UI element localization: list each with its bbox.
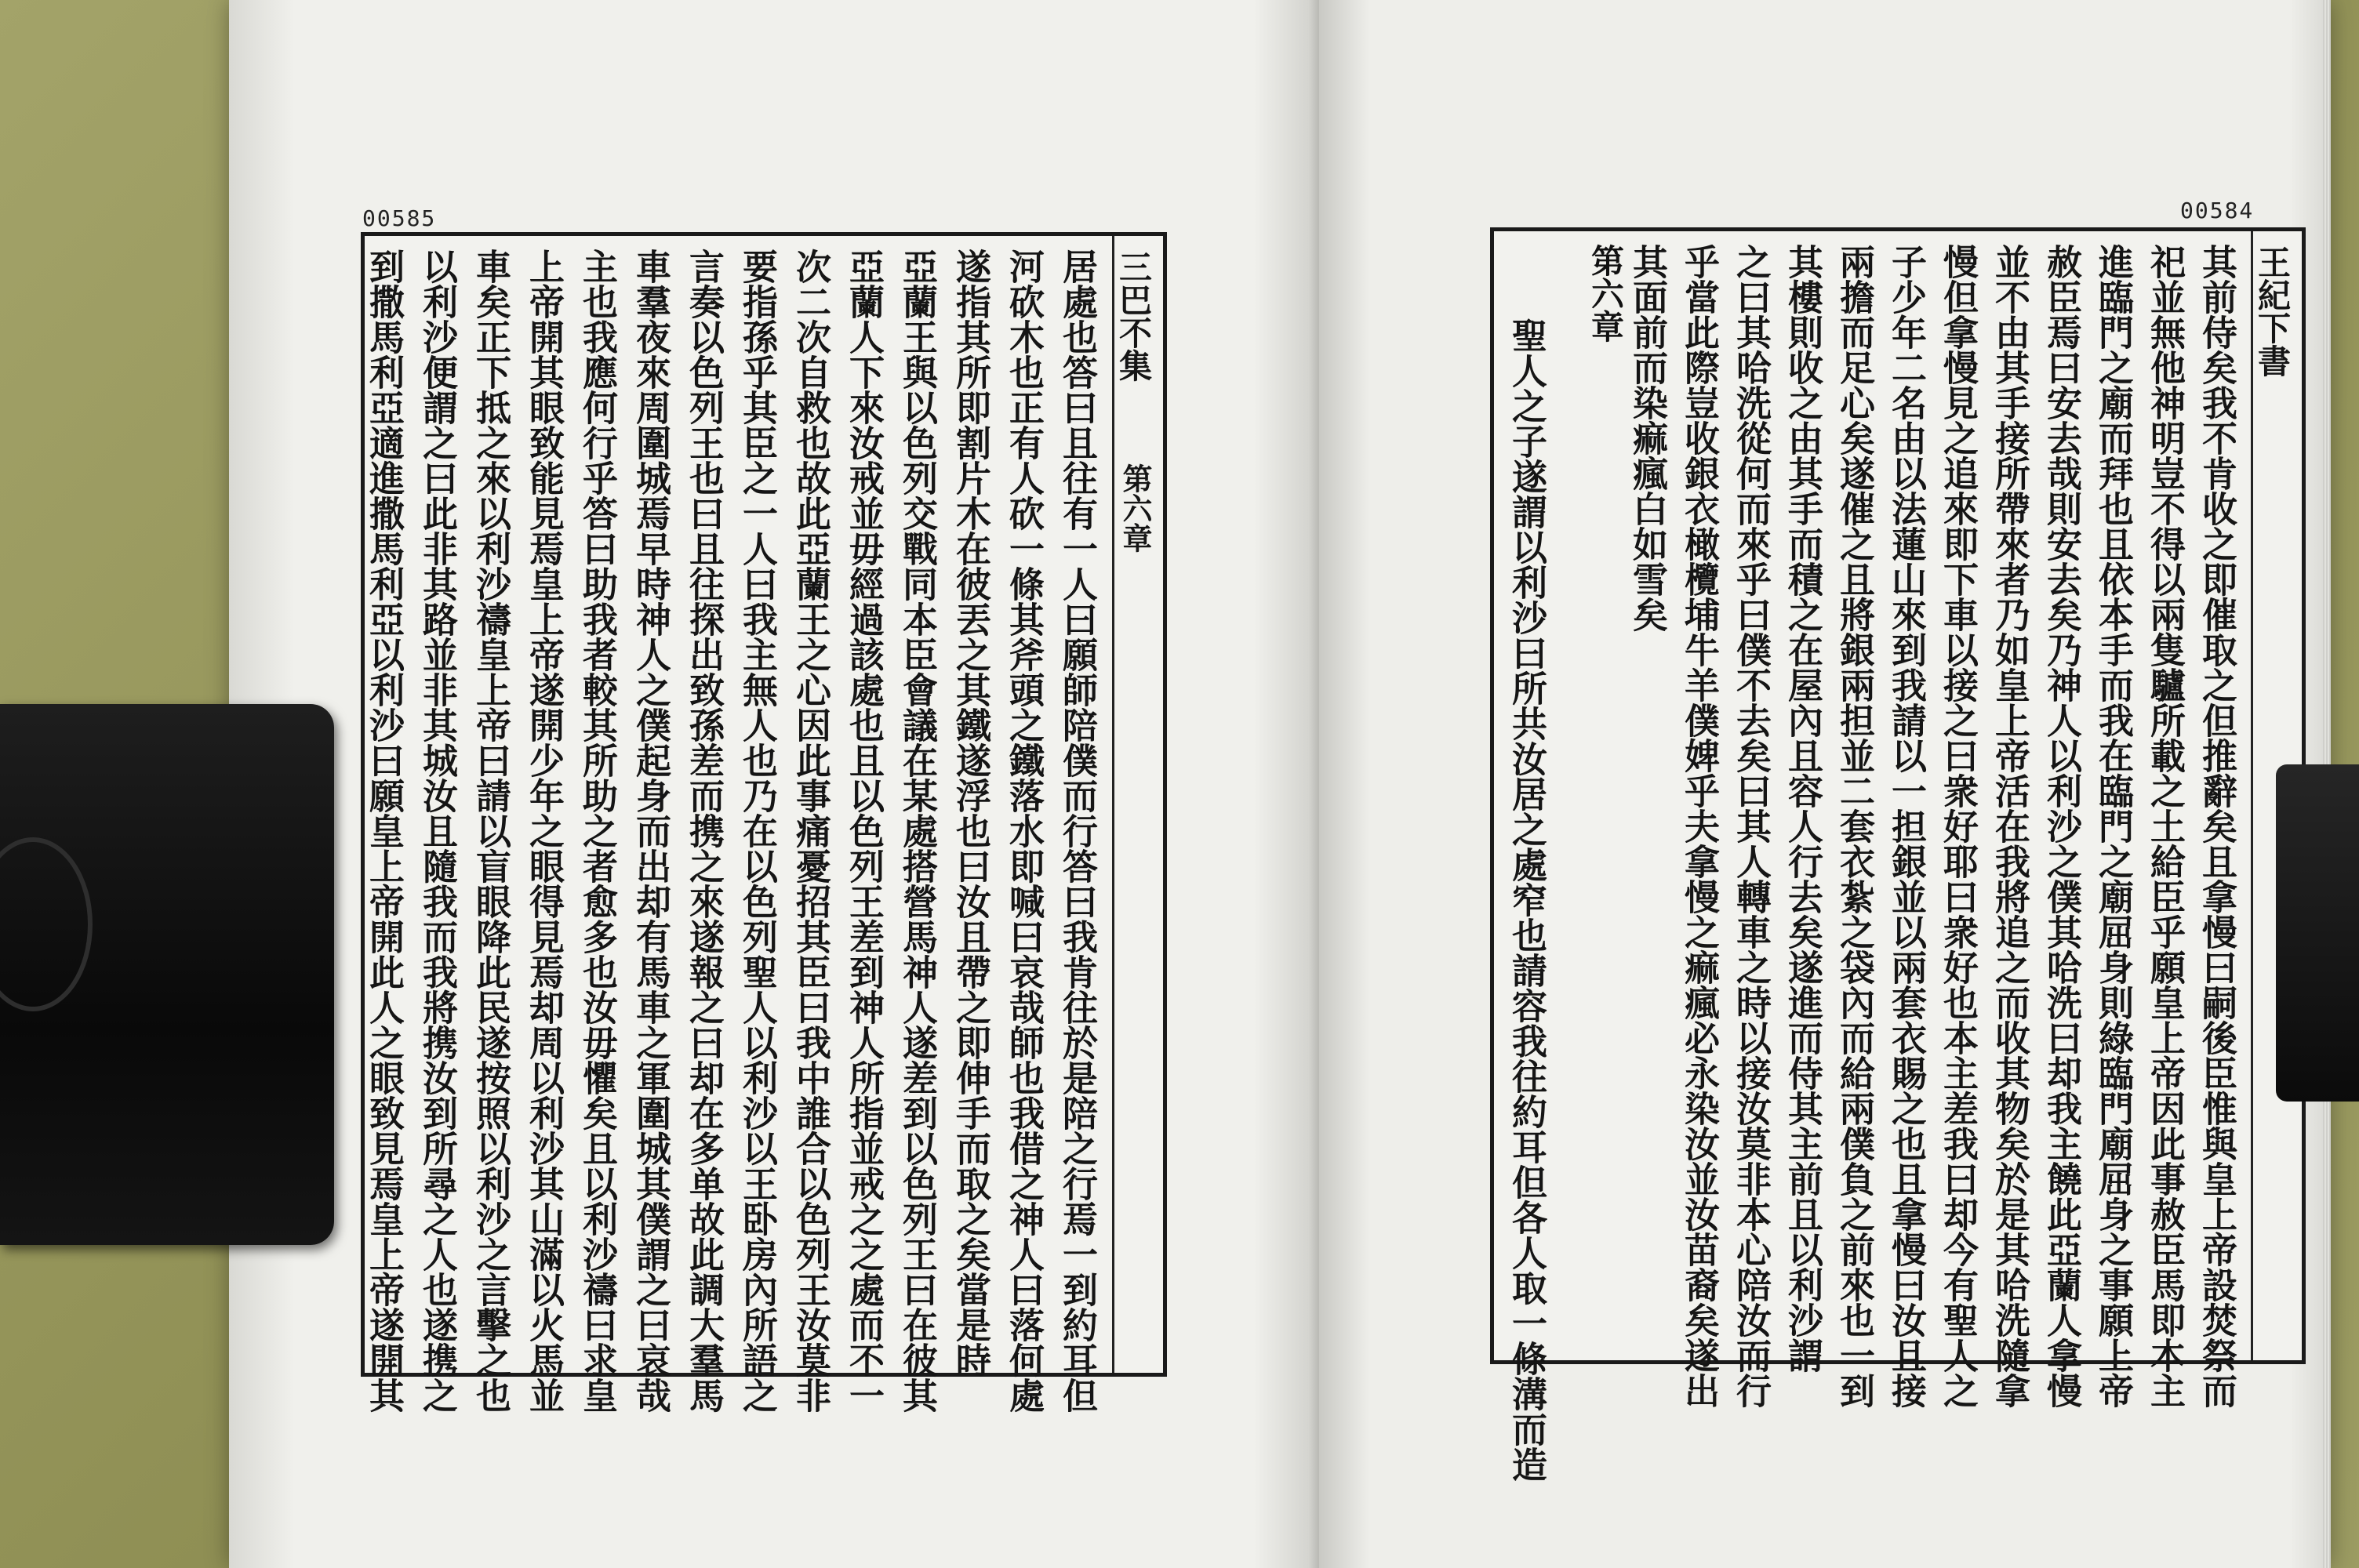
text-column: 亞蘭人下來汝戒並毋經過該處也且以色列王差到神人所指並戒之之處而不一 — [843, 249, 885, 1413]
text-frame — [361, 232, 1167, 1413]
text-column: 之曰其哈洗從何而來乎曰僕不去矣曰其人轉車之時以接汝莫非本心陪汝而行 — [1730, 244, 1772, 1408]
text-column: 主也我應何行乎答曰助我者較其所助之者愈多也汝毋懼矣且以利沙禱曰求皇 — [576, 249, 618, 1413]
body-text — [1621, 244, 2242, 1408]
text-column: 言奏以色列王也曰且往探出致孫差而携之來遂報之曰却在多单故此調大羣馬 — [683, 249, 725, 1413]
text-column: 聖人之子遂謂以利沙曰所共汝居之處窄也請容我往約耳但各人取一條溝而造 — [1506, 318, 1547, 1482]
black-clip — [2276, 764, 2359, 1102]
wallet-logo-icon — [0, 837, 93, 1011]
chapter-heading: 第六章 — [1587, 244, 1625, 343]
text-column: 其樓則收之由其手而積之在屋內且容人行去矣遂進而侍其主前且以利沙謂 — [1782, 244, 1823, 1373]
text-column: 祀並無他神明豈不得以兩隻驢所載之土給臣乎願皇上帝因此事赦臣馬即本主 — [2144, 244, 2186, 1408]
chapter-mark: 第六章 — [1118, 463, 1153, 553]
text-column: 居處也答曰且往有一人曰願師陪僕而行答曰我肯往於是陪之行焉一到約耳但 — [1056, 249, 1098, 1413]
left-page — [229, 0, 1319, 1568]
text-column: 亞蘭王與以色列交戰同本臣會議在某處搭營馬神人遂差到以色列王曰在彼其 — [896, 249, 938, 1413]
text-column: 次二次自救也故此亞蘭王之心因此事痛憂招其臣曰我中誰合以色列王汝莫非 — [790, 249, 831, 1413]
text-column: 要指孫乎其臣之一人曰我主無人也乃在以色列聖人以利沙以王卧房內所語之 — [736, 249, 778, 1413]
open-book — [229, 0, 2331, 1568]
text-column: 慢但拿慢見之追來即下車以接之曰衆好耶曰衆好也本主差我曰却今有聖人之 — [1937, 244, 1979, 1408]
running-header: 三巴不集 — [1114, 250, 1153, 382]
header-rule — [1112, 236, 1114, 1373]
body-text — [357, 249, 1103, 1413]
text-column: 遂指其所即割片木在彼丟之其鐵遂浮也曰汝且帶之即伸手而取之矣當是時 — [950, 249, 991, 1377]
text-frame — [1490, 227, 2306, 1482]
text-column: 車羣夜來周圍城焉早時神人之僕起身而出却有馬車之軍圍城其僕謂之曰哀哉 — [630, 249, 671, 1413]
text-column: 其面前而染痲瘋白如雪矣 — [1627, 244, 1668, 632]
text-column: 以利沙便謂之曰此非其路並非其城汝且隨我而我將携汝到所尋之人也遂携之 — [416, 249, 458, 1413]
text-column: 其前侍矣我不肯收之即催取之但推辭矣且拿慢曰嗣後臣惟與皇上帝設焚祭而 — [2196, 244, 2237, 1408]
text-column: 河砍木也正有人砍一條其斧頭之鐵落水即喊曰哀哉師也我借之神人曰落何處 — [1003, 249, 1045, 1413]
text-column: 並不由其手接所帶來者乃如皇上帝活在我將追之而收其物矣於是其哈洗隨拿 — [1989, 244, 2030, 1408]
text-column: 到撒馬利亞適進撒馬利亞以利沙曰願皇上帝開此人之眼致見焉皇上帝遂開其 — [363, 249, 405, 1413]
chapter-text — [1500, 318, 1552, 1482]
text-column: 子少年二名由以法蓮山來到我請以一担銀並以兩套衣賜之也且拿慢曰汝且接 — [1885, 244, 1927, 1408]
text-column: 車矣正下抵之來以利沙禱皇上帝曰請以盲眼降此民遂按照以利沙之言擊之也 — [470, 249, 511, 1413]
page-number: 00585 — [362, 205, 437, 231]
text-column: 兩擔而足心矣遂催之且將銀兩担並二套衣紮之袋內而給兩僕負之前來也一到 — [1834, 244, 1875, 1408]
text-column: 進臨門之廟而拜也且依本手而我在臨門之廟屈身則綠臨門廟屈身之事願上帝 — [2092, 244, 2134, 1408]
page-number: 00584 — [2180, 198, 2255, 223]
running-header: 王紀下書 — [2253, 245, 2292, 377]
text-column: 乎當此際豈收銀衣橄欖埔牛羊僕婢乎夫拿慢之痲瘋必永染汝並汝苗裔矣遂出 — [1678, 244, 1720, 1408]
header-rule — [2251, 231, 2253, 1360]
text-column: 赦臣焉曰安去哉則安去矣乃神人以利沙之僕其哈洗曰却我主饒此亞蘭人拿慢 — [2041, 244, 2082, 1408]
text-column: 上帝開其眼致能見焉皇上帝遂開少年之眼得見焉却周以利沙其山滿以火馬並 — [523, 249, 565, 1413]
black-wallet — [0, 704, 334, 1245]
right-page — [1319, 0, 2331, 1568]
